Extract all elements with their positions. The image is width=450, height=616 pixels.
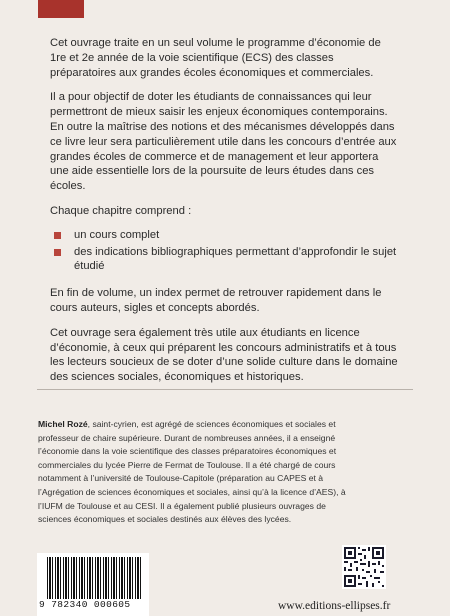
square-bullet-icon — [54, 232, 61, 239]
square-bullet-icon — [54, 249, 61, 256]
author-bio-text: , saint-cyrien, est agrégé de sciences économiques et sociales et professeur de chaire supérieure. Durant de nombreuses années, il a enseigné l’économie dans la voie scientifique des classes préparatoires économiques et commerciales du lycée Pierre de Fermat de Toulouse. Il a été chargé de cours notamment à l’université de Toulouse-Capitole (préparation au CAPES et à l’Agrégation de sciences économiques et sociales, ainsi qu’à la licence d’AES), à l’IUFM de Toulouse et au CESI. Il a également publié plusieurs ouvrages de sciences économiques et sociales destinés aux élèves des lycées. — [38, 419, 346, 525]
paragraph-audience: Cet ouvrage sera également très utile aux étudiants en licence d’économie, à ceux qui préparent les concours administratifs et à tous les lecteurs soucieux de se doter d’une solide culture dans le domaine des sciences sociales, économiques et historiques. — [50, 326, 398, 384]
accent-bar — [38, 0, 84, 18]
paragraph-program: Cet ouvrage traite en un seul volume le programme d’économie de 1re et 2e année de la voie scientifique (ECS) des classes préparatoires aux grandes écoles économiques et commerciales. — [50, 37, 381, 79]
list-item — [50, 245, 400, 275]
author-bio — [38, 418, 360, 527]
qr-code-icon — [342, 545, 386, 589]
divider — [37, 389, 413, 390]
publisher-website: www.editions-ellipses.fr — [278, 600, 391, 612]
barcode — [37, 553, 149, 616]
paragraph-objective: Il a pour objectif de doter les étudiants de connaissances qui leur permettront de mieux saisir les enjeux économiques contemporains. En outre la maîtrise des notions et des mécanismes développés dans ce livre leur sera particulièrement utile dans les concours d’entrée aux grandes écoles de commerce et de management et leur apportera une aide essentielle lors de la poursuite de leurs études dans ces écoles. — [50, 91, 397, 193]
list-item-text: un cours complet — [74, 228, 160, 241]
author-name: Michel Rozé — [38, 419, 88, 429]
paragraph-index: En fin de volume, un index permet de retrouver rapidement dans le cours auteurs, sigles et concepts abordés. — [50, 287, 382, 314]
chapter-contents-list — [50, 228, 400, 274]
list-item-text: des indications bibliographiques permettant d’approfondir le sujet étudié — [74, 245, 397, 273]
barcode-number: 9 782340 000605 — [39, 599, 131, 610]
description — [50, 36, 400, 395]
list-item — [50, 228, 400, 243]
barcode-bars — [47, 557, 143, 599]
paragraph-chapter-intro: Chaque chapitre comprend : — [50, 204, 192, 217]
